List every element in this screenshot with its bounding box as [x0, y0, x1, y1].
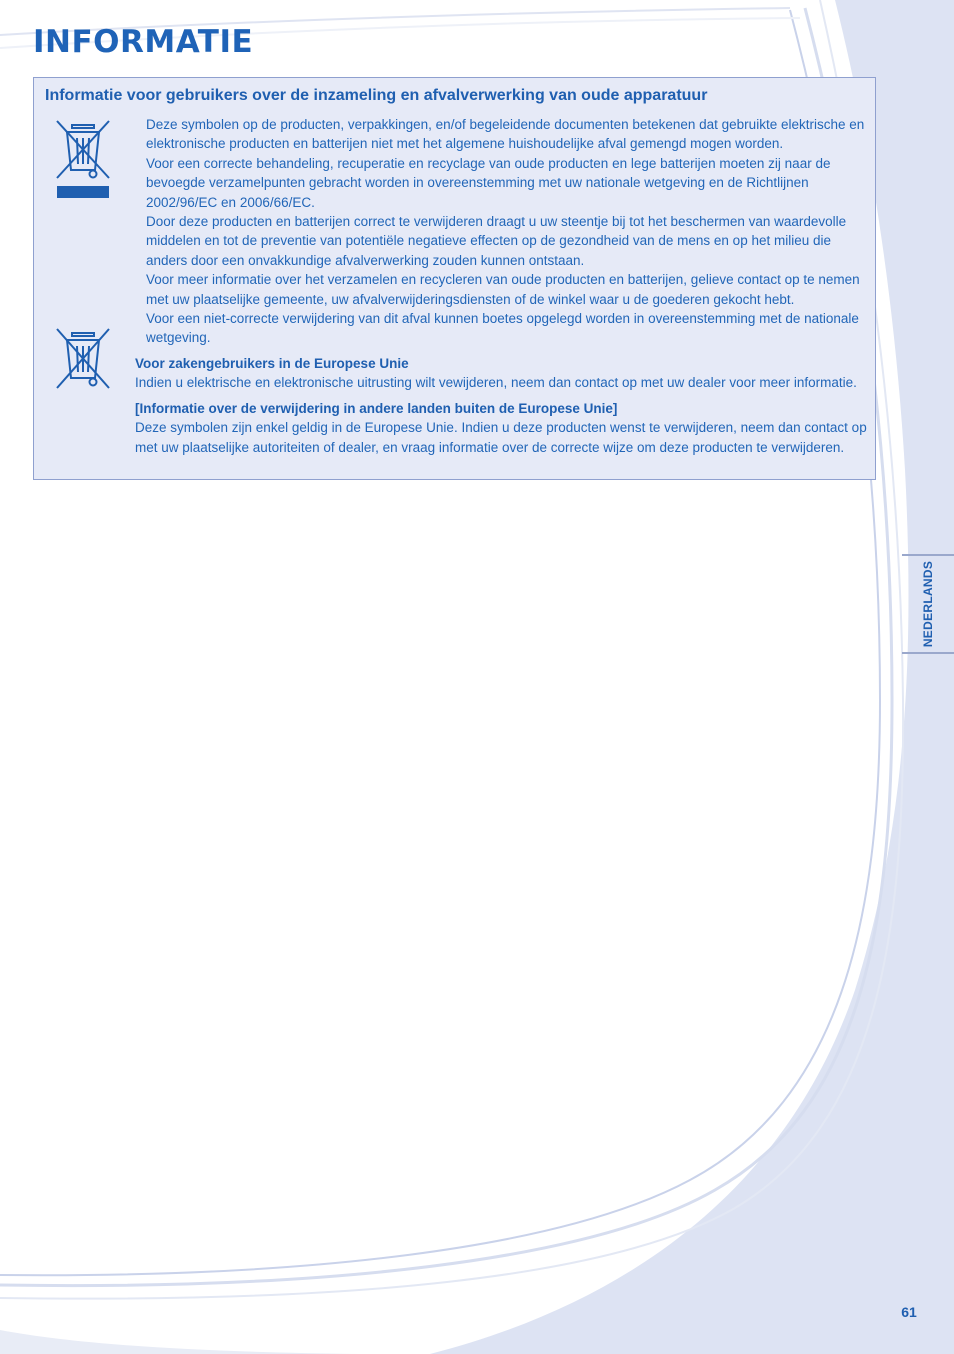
business-users-section: [135, 354, 875, 393]
paragraph: Deze symbolen op de producten, verpakkingen, en/of begeleidende documenten betekenen dat gebruikte elektrische en elektronische producten en batterijen niet met het algemene huishoudelijke afval gemengd mogen worden.: [146, 117, 865, 152]
crossed-out-wheelie-bin-icon: [54, 118, 112, 199]
paragraph: Voor een niet-correcte verwijdering van dit afval kunnen boetes opgelegd worden in overeenstemming met de nationale wetgeving.: [146, 311, 859, 346]
paragraph: Door deze producten en batterijen correct te verwijderen draagt u uw steentje bij tot het beschermen van waardevolle middelen en tot de preventie van potentiële negatieve effecten op de gezondheid van de mens en op het milieu die anders door een onvakkundige afvalverwerking zouden kunnen ontstaan.: [146, 214, 847, 268]
language-tab-label: NEDERLANDS: [921, 560, 935, 648]
section-body: Deze symbolen zijn enkel geldig in de Europese Unie. Indien u deze producten wenst te verwijderen, neem dan contact op met uw plaatselijke autoriteiten of dealer, en vraag informatie over de correcte wijze om deze producten te verwijderen.: [135, 420, 867, 455]
page-title: INFORMATIE: [33, 24, 254, 60]
section-heading: Voor zakengebruikers in de Europese Unie: [135, 356, 409, 371]
non-eu-section: [135, 399, 875, 457]
box-heading: Informatie voor gebruikers over de inzameling en afvalverwerking van oude apparatuur: [45, 87, 708, 104]
crossed-out-wheelie-bin-icon: [54, 326, 112, 392]
section-heading: [Informatie over de verwijdering in andere landen buiten de Europese Unie]: [135, 401, 618, 416]
paragraph: Voor een correcte behandeling, recuperatie en recyclage van oude producten en lege batterijen moeten zij naar de bevoegde verzamelpunten gebracht worden in overeenstemming met uw nationale wetgeving en de Richtlijnen 2002/96/EC en 2006/66/EC.: [146, 155, 831, 210]
paragraph: Voor meer informatie over het verzamelen en recycleren van oude producten en batterijen, gelieve contact op te nemen met uw plaatselijke gemeente, uw afvalverwijderingsdiensten of de winkel waar u de goederen gekocht hebt.: [146, 272, 860, 307]
disposal-paragraphs: [146, 115, 874, 348]
language-tab: [902, 554, 954, 654]
page-number: 61: [901, 1304, 917, 1320]
disposal-info-box: [33, 77, 876, 480]
section-body: Indien u elektrische en elektronische uitrusting wilt vewijderen, neem dan contact op met uw dealer voor meer informatie.: [135, 375, 857, 391]
